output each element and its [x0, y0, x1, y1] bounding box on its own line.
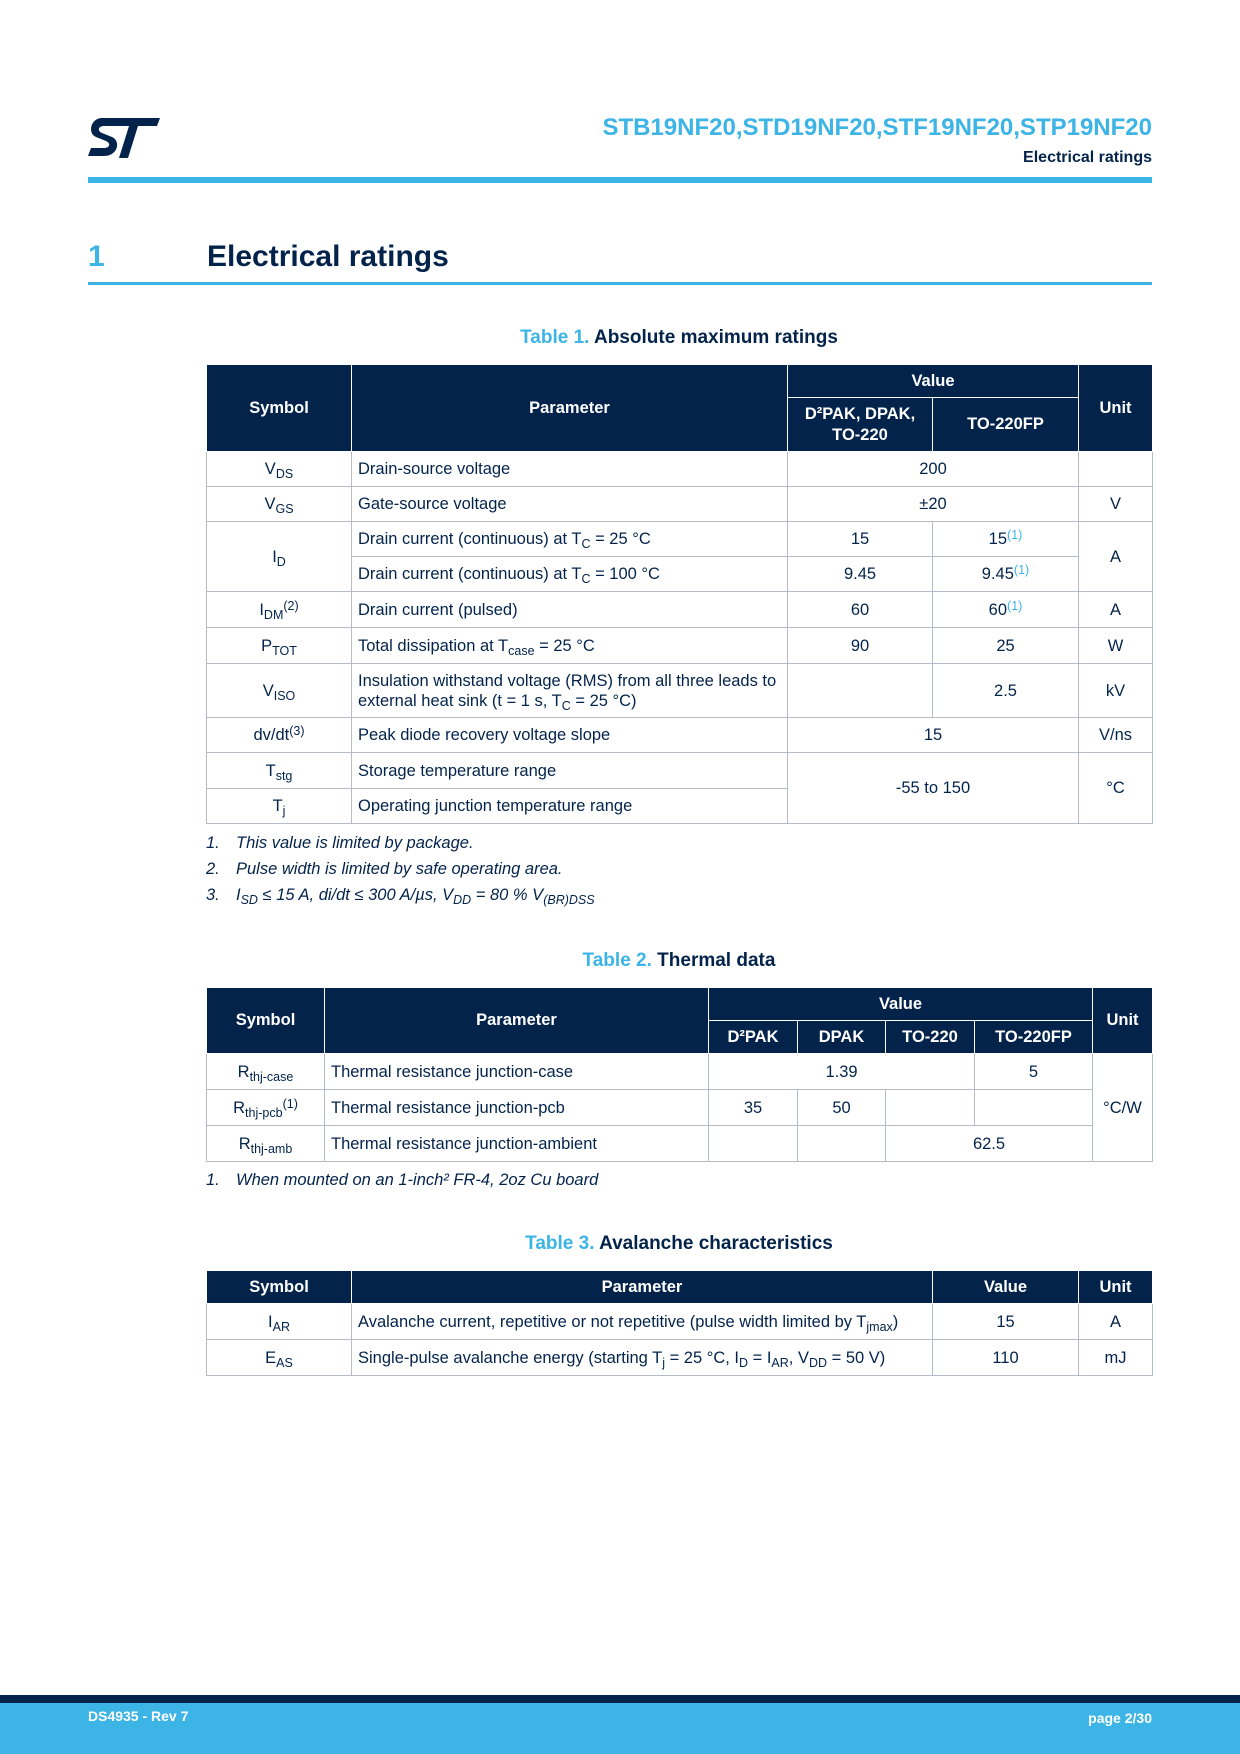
table-row — [207, 1054, 1153, 1090]
footnote-ref[interactable]: (2) — [283, 598, 299, 613]
symbol-cell: $T_j$ — [207, 789, 352, 824]
header-to220: TO-220 — [886, 1021, 975, 1054]
value-cell: 2.5 — [933, 664, 1079, 718]
symbol-cell: $I_{AR}$ — [207, 1304, 352, 1340]
value-cell: 60 — [788, 592, 933, 628]
table1-caption — [206, 327, 1152, 349]
footnote: 1. This value is limited by package. — [206, 834, 474, 852]
table1-notes — [206, 830, 595, 908]
footnote: 2. Pulse width is limited by safe operating area. — [206, 860, 563, 878]
table-row — [207, 1340, 1153, 1376]
symbol-cell: $V_{ISO}$ — [207, 664, 352, 718]
parameter-cell: Peak diode recovery voltage slope — [352, 718, 788, 753]
footnote-ref[interactable]: (1) — [282, 1096, 298, 1111]
table2-label: Table 2. — [582, 950, 652, 971]
symbol-cell: $R_{thj-amb}$ — [207, 1126, 325, 1162]
st-logo — [88, 118, 160, 158]
unit-cell — [1079, 452, 1153, 487]
value-cell: 90 — [788, 628, 933, 664]
footer-doc-id: DS4935 - Rev 7 — [88, 1708, 189, 1724]
header-parameter: Parameter — [325, 988, 709, 1054]
footnote-ref[interactable]: (1) — [1007, 598, 1023, 613]
header-symbol: Symbol — [207, 1271, 352, 1304]
parameter-cell: Thermal resistance junction-ambient — [325, 1126, 709, 1162]
value-cell: 62.5 — [886, 1126, 1093, 1162]
unit-cell: V/ns — [1079, 718, 1153, 753]
header-value: Value — [709, 988, 1093, 1021]
parameter-cell: Drain current (continuous) at $T_C = 100$ °C — [352, 557, 788, 592]
header-parameter: Parameter — [352, 365, 788, 452]
value-cell: 110 — [933, 1340, 1079, 1376]
header-symbol: Symbol — [207, 988, 325, 1054]
section-number: 1 — [88, 240, 105, 273]
symbol-cell: $V_{GS}$ — [207, 487, 352, 522]
unit-cell: V — [1079, 487, 1153, 522]
value-cell: 5 — [975, 1054, 1093, 1090]
value-cell: -55 to 150 — [788, 753, 1079, 824]
table-row — [207, 1126, 1153, 1162]
value-cell: 15 — [788, 718, 1079, 753]
value-cell — [709, 1126, 798, 1162]
footnote: 1. When mounted on an 1-inch² FR-4, 2oz Cu board — [206, 1171, 599, 1189]
value-cell: 200 — [788, 452, 1079, 487]
table3-label: Table 3. — [525, 1233, 595, 1254]
absolute-max-ratings-table — [206, 364, 1153, 824]
table2-caption — [206, 950, 1152, 972]
unit-cell: °C/W — [1093, 1054, 1153, 1162]
value-cell: 9.45 — [788, 557, 933, 592]
symbol-cell: $I_D$ — [207, 522, 352, 592]
symbol-cell: $P_{TOT}$ — [207, 628, 352, 664]
footnote-ref[interactable]: (1) — [1007, 528, 1023, 542]
table-row — [207, 718, 1153, 753]
unit-cell: A — [1079, 1304, 1153, 1340]
parameter-cell: Gate-source voltage — [352, 487, 788, 522]
symbol-cell: $R_{thj-case}$ — [207, 1054, 325, 1090]
header-dpak: DPAK — [798, 1021, 886, 1054]
unit-cell: kV — [1079, 664, 1153, 718]
value-cell: 15$^{(1)}$ — [933, 522, 1079, 557]
symbol-cell: $T_{stg}$ — [207, 753, 352, 789]
value-cell: 35 — [709, 1090, 798, 1126]
table1-label: Table 1. — [520, 327, 590, 348]
symbol-cell: $V_{DS}$ — [207, 452, 352, 487]
table-row — [207, 664, 1153, 718]
table-row — [207, 628, 1153, 664]
section-rule — [88, 282, 1152, 285]
value-cell: 9.45$^{(1)}$ — [933, 557, 1079, 592]
avalanche-characteristics-table — [206, 1270, 1153, 1376]
parameter-cell: Drain current (continuous) at $T_C = 25$ °C — [352, 522, 788, 557]
thermal-data-table — [206, 987, 1153, 1162]
header-value: Value — [788, 365, 1079, 398]
table3-caption — [206, 1233, 1152, 1255]
header-value-col2: TO-220FP — [933, 398, 1079, 452]
parameter-cell: Thermal resistance junction-pcb — [325, 1090, 709, 1126]
parameter-cell: Operating junction temperature range — [352, 789, 788, 824]
value-cell — [788, 664, 933, 718]
footnote-ref[interactable]: (1) — [1013, 563, 1030, 577]
value-cell: 15 — [933, 1304, 1079, 1340]
parameter-cell: Insulation withstand voltage (RMS) from all three leads to external heat sink (t = 1 s, $T_C = 25$ °C) — [352, 664, 788, 718]
parameter-cell: Single-pulse avalanche energy (starting $T_j = 25$ °C, $I_D = I_{AR}$, $V_{DD} = 50$ V) — [352, 1340, 933, 1376]
parameter-cell: Storage temperature range — [352, 753, 788, 789]
unit-cell: A — [1079, 592, 1153, 628]
header-section-name: Electrical ratings — [1023, 149, 1152, 166]
table1-title: Absolute maximum ratings — [594, 327, 838, 348]
header-to220fp: TO-220FP — [975, 1021, 1093, 1054]
parameter-cell: Total dissipation at $T_{case} = 25$ °C — [352, 628, 788, 664]
header-value-col1: D²PAK, DPAK, TO-220 — [788, 398, 933, 452]
symbol-cell: $I_{DM}^{(2)}$ — [207, 592, 352, 628]
header-unit: Unit — [1079, 1271, 1153, 1304]
table-row — [207, 522, 1153, 557]
value-cell: 15 — [788, 522, 933, 557]
table-row — [207, 1304, 1153, 1340]
section-title: Electrical ratings — [207, 240, 449, 273]
header-parameter: Parameter — [352, 1271, 933, 1304]
unit-cell: W — [1079, 628, 1153, 664]
table2-title: Thermal data — [657, 950, 776, 971]
table3-title: Avalanche characteristics — [599, 1233, 833, 1254]
parameter-cell: Thermal resistance junction-case — [325, 1054, 709, 1090]
value-cell: ±20 — [788, 487, 1079, 522]
footer-page-number: page 2/30 — [1088, 1710, 1152, 1726]
value-cell — [886, 1090, 975, 1126]
symbol-cell: $dv/dt^{(3)}$ — [207, 718, 352, 753]
document-title: STB19NF20,STD19NF20,STF19NF20,STP19NF20 — [602, 114, 1152, 141]
symbol-cell: $E_{AS}$ — [207, 1340, 352, 1376]
table-row — [207, 452, 1153, 487]
value-cell — [798, 1126, 886, 1162]
value-cell — [975, 1090, 1093, 1126]
table-row — [207, 753, 1153, 789]
value-cell: 25 — [933, 628, 1079, 664]
table-row — [207, 487, 1153, 522]
value-cell: 50 — [798, 1090, 886, 1126]
header-unit: Unit — [1093, 988, 1153, 1054]
header-value: Value — [933, 1271, 1079, 1304]
value-cell: 60$^{(1)}$ — [933, 592, 1079, 628]
table-row — [207, 1090, 1153, 1126]
value-cell: 1.39 — [709, 1054, 975, 1090]
parameter-cell: Drain-source voltage — [352, 452, 788, 487]
header-unit: Unit — [1079, 365, 1153, 452]
header-symbol: Symbol — [207, 365, 352, 452]
footnote-ref[interactable]: (3) — [289, 724, 305, 738]
table-row — [207, 592, 1153, 628]
parameter-cell: Avalanche current, repetitive or not repetitive (pulse width limited by $T_{jmax}$) — [352, 1304, 933, 1340]
unit-cell: A — [1079, 522, 1153, 592]
parameter-cell: Drain current (pulsed) — [352, 592, 788, 628]
unit-cell: mJ — [1079, 1340, 1153, 1376]
footnote: 3. $I_{SD} \le 15$ A, di/dt ≤ 300 A/µs, $V_{DD} = 80$ % $V_{(BR)DSS}$ — [206, 886, 595, 907]
footer-dark-band — [0, 1695, 1240, 1703]
header-rule — [88, 177, 1152, 183]
unit-cell: °C — [1079, 753, 1153, 824]
table2-notes — [206, 1167, 598, 1193]
symbol-cell: $R_{thj-pcb}^{(1)}$ — [207, 1090, 325, 1126]
header-d2pak: D²PAK — [709, 1021, 798, 1054]
